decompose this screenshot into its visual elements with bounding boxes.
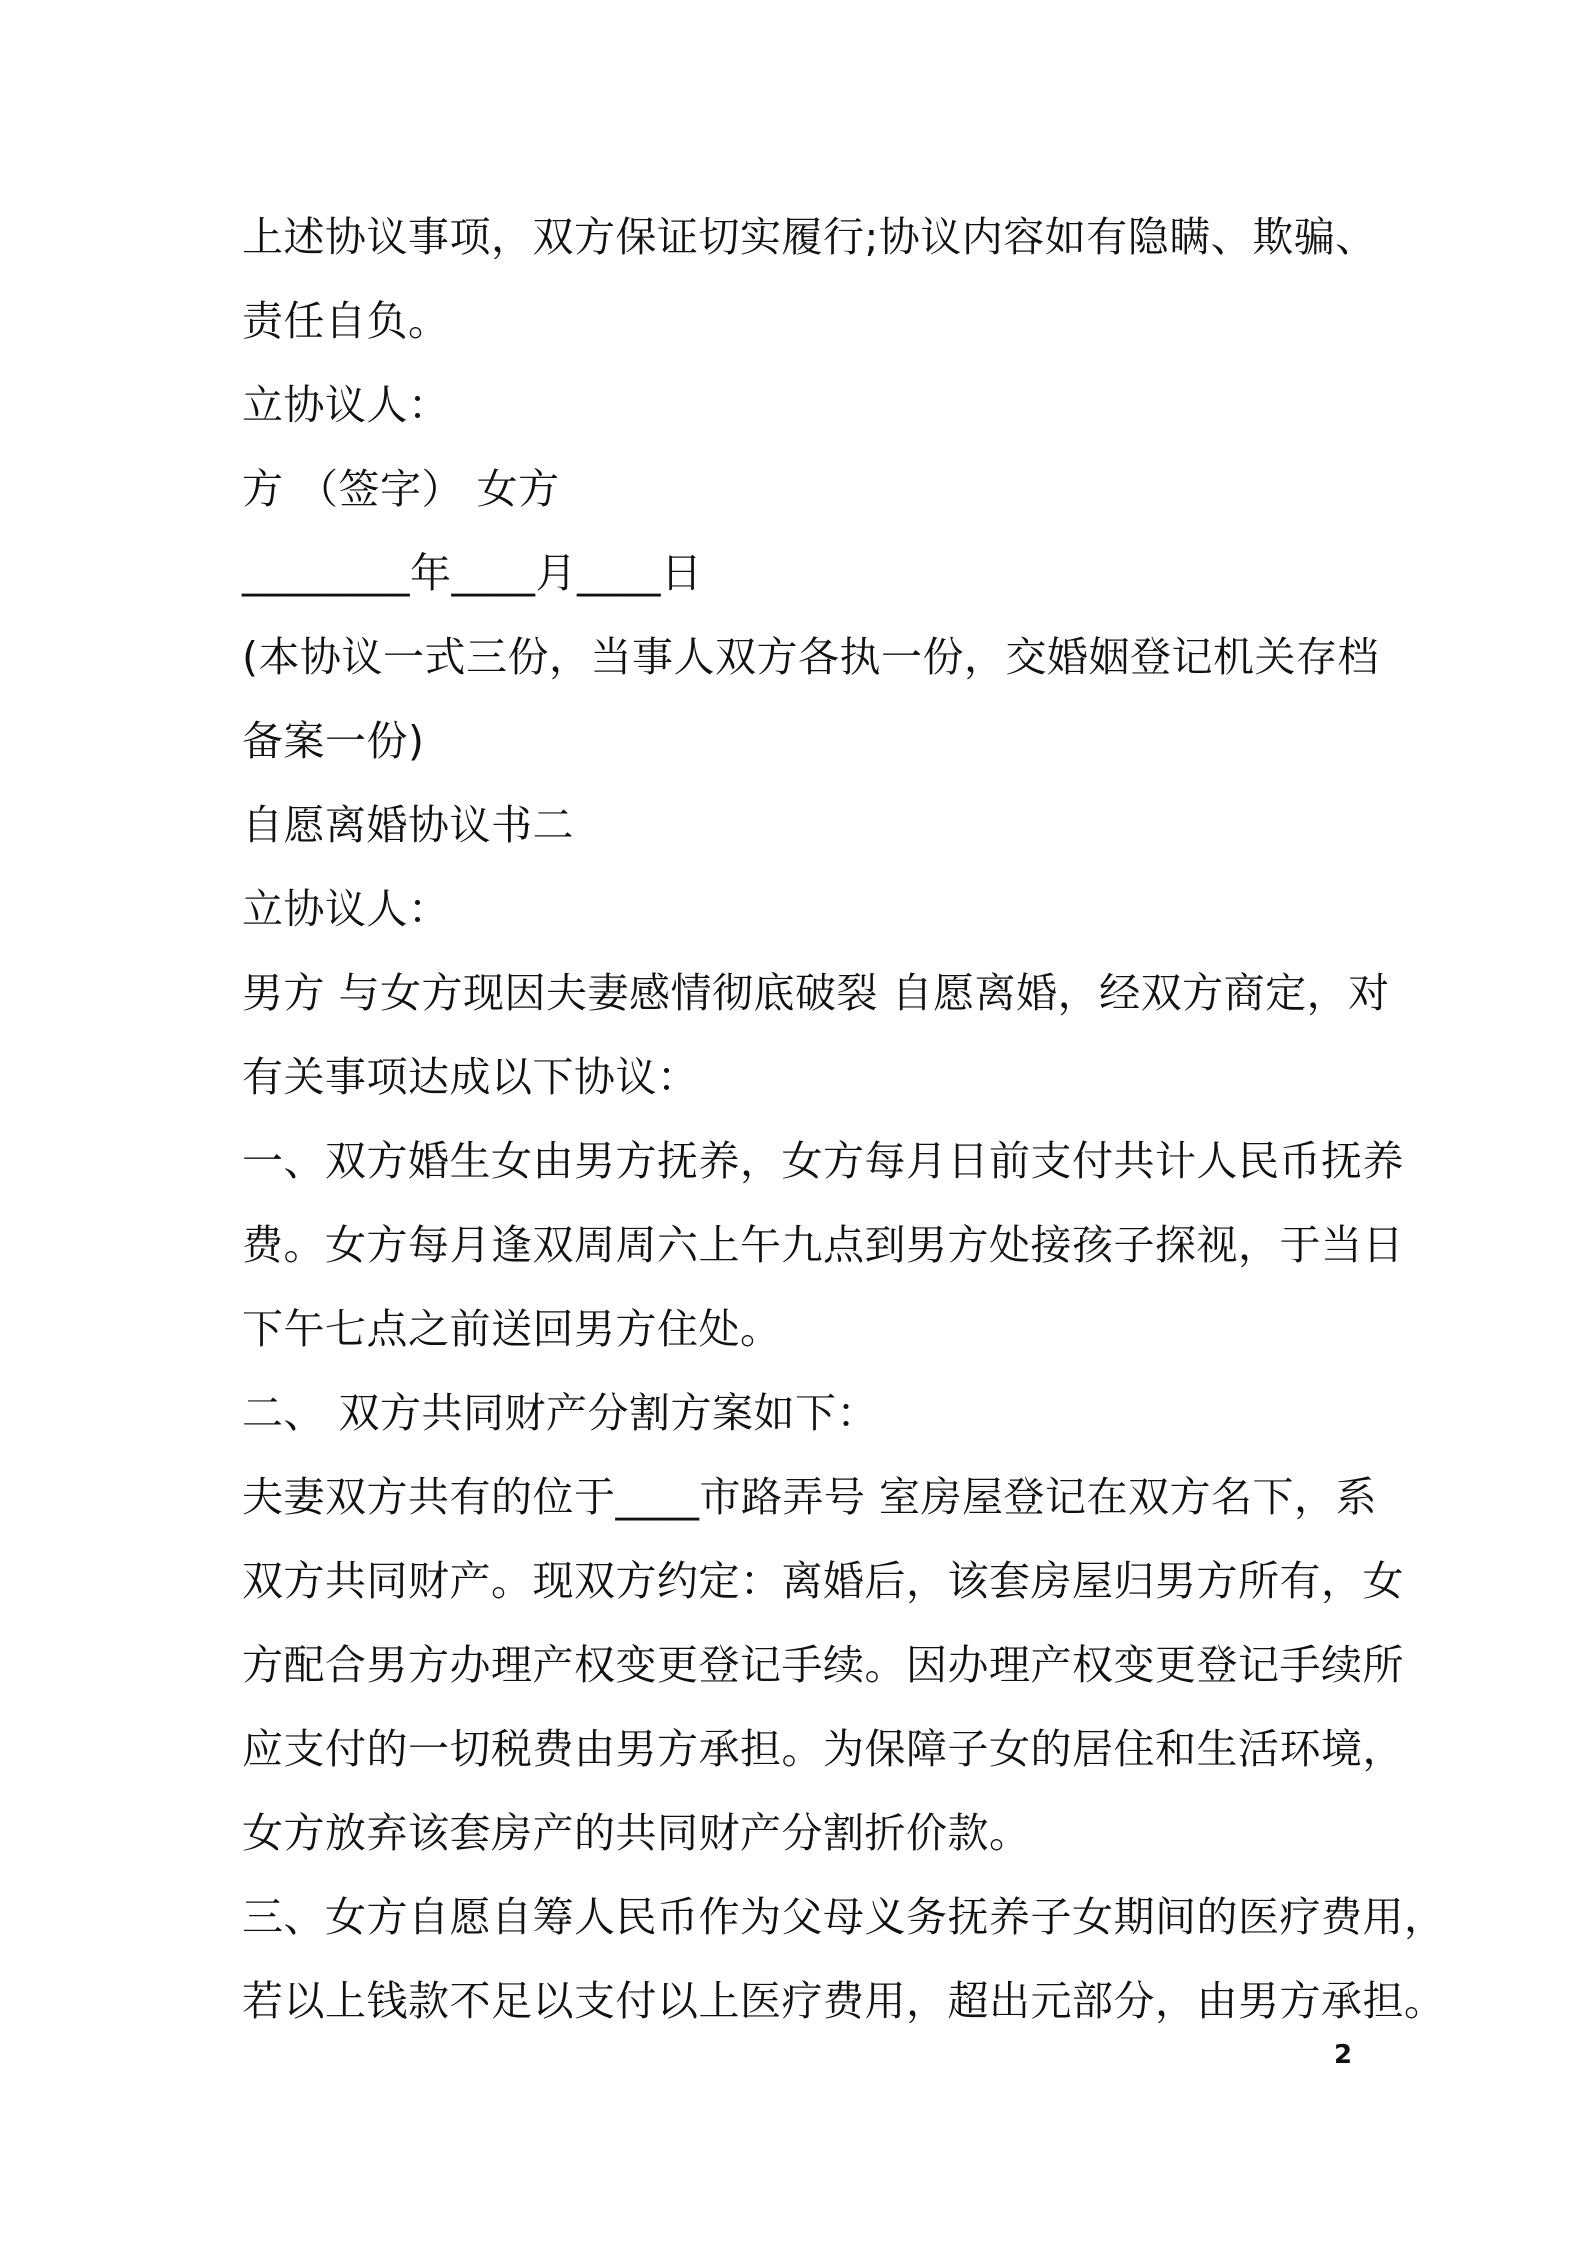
text-line: 双方共同财产。现双方约定：离婚后，该套房屋归男方所有，女 [242,1557,1404,1605]
text-line: 方 （签字） 女方 [242,465,560,513]
date-line: ________年____月____日 [242,549,703,597]
text-line: 立协议人： [242,381,450,429]
text-line: 一、双方婚生女由男方抚养，女方每月日前支付共计人民币抚养 [242,1137,1404,1185]
text-line: 费。女方每月逢双周周六上午九点到男方处接孩子探视，于当日 [242,1221,1404,1269]
text-line: 应支付的一切税费由男方承担。为保障子女的居住和生活环境， [242,1725,1404,1773]
text-line: 有关事项达成以下协议： [242,1053,699,1101]
text-line: 责任自负。 [242,297,450,345]
text-line: 备案一份) [242,717,425,765]
text-line: 男方 与女方现因夫妻感情彻底破裂 自愿离婚，经双方商定，对 [242,969,1390,1017]
document-body [242,195,1446,2043]
text-line: 若以上钱款不足以支付以上医疗费用，超出元部分，由男方承担。 [242,1977,1446,2025]
text-line: 上述协议事项，双方保证切实履行;协议内容如有隐瞒、欺骗、 [242,213,1377,261]
text-line: 立协议人： [242,885,450,933]
page-number: 2 [1334,2040,1353,2070]
text-line: 方配合男方办理产权变更登记手续。因办理产权变更登记手续所 [242,1641,1404,1689]
text-line: 三、女方自愿自筹人民币作为父母义务抚养子女期间的医疗费用， [242,1893,1446,1941]
text-line: 夫妻双方共有的位于____市路弄号 室房屋登记在双方名下，系 [242,1473,1378,1521]
section-title: 自愿离婚协议书二 [242,801,574,849]
text-line: 二、 双方共同财产分割方案如下： [242,1389,879,1437]
text-line: 下午七点之前送回男方住处。 [242,1305,782,1353]
text-line: 女方放弃该套房产的共同财产分割折价款。 [242,1809,1031,1857]
text-line: (本协议一式三份，当事人双方各执一份，交婚姻登记机关存档 [242,633,1379,681]
